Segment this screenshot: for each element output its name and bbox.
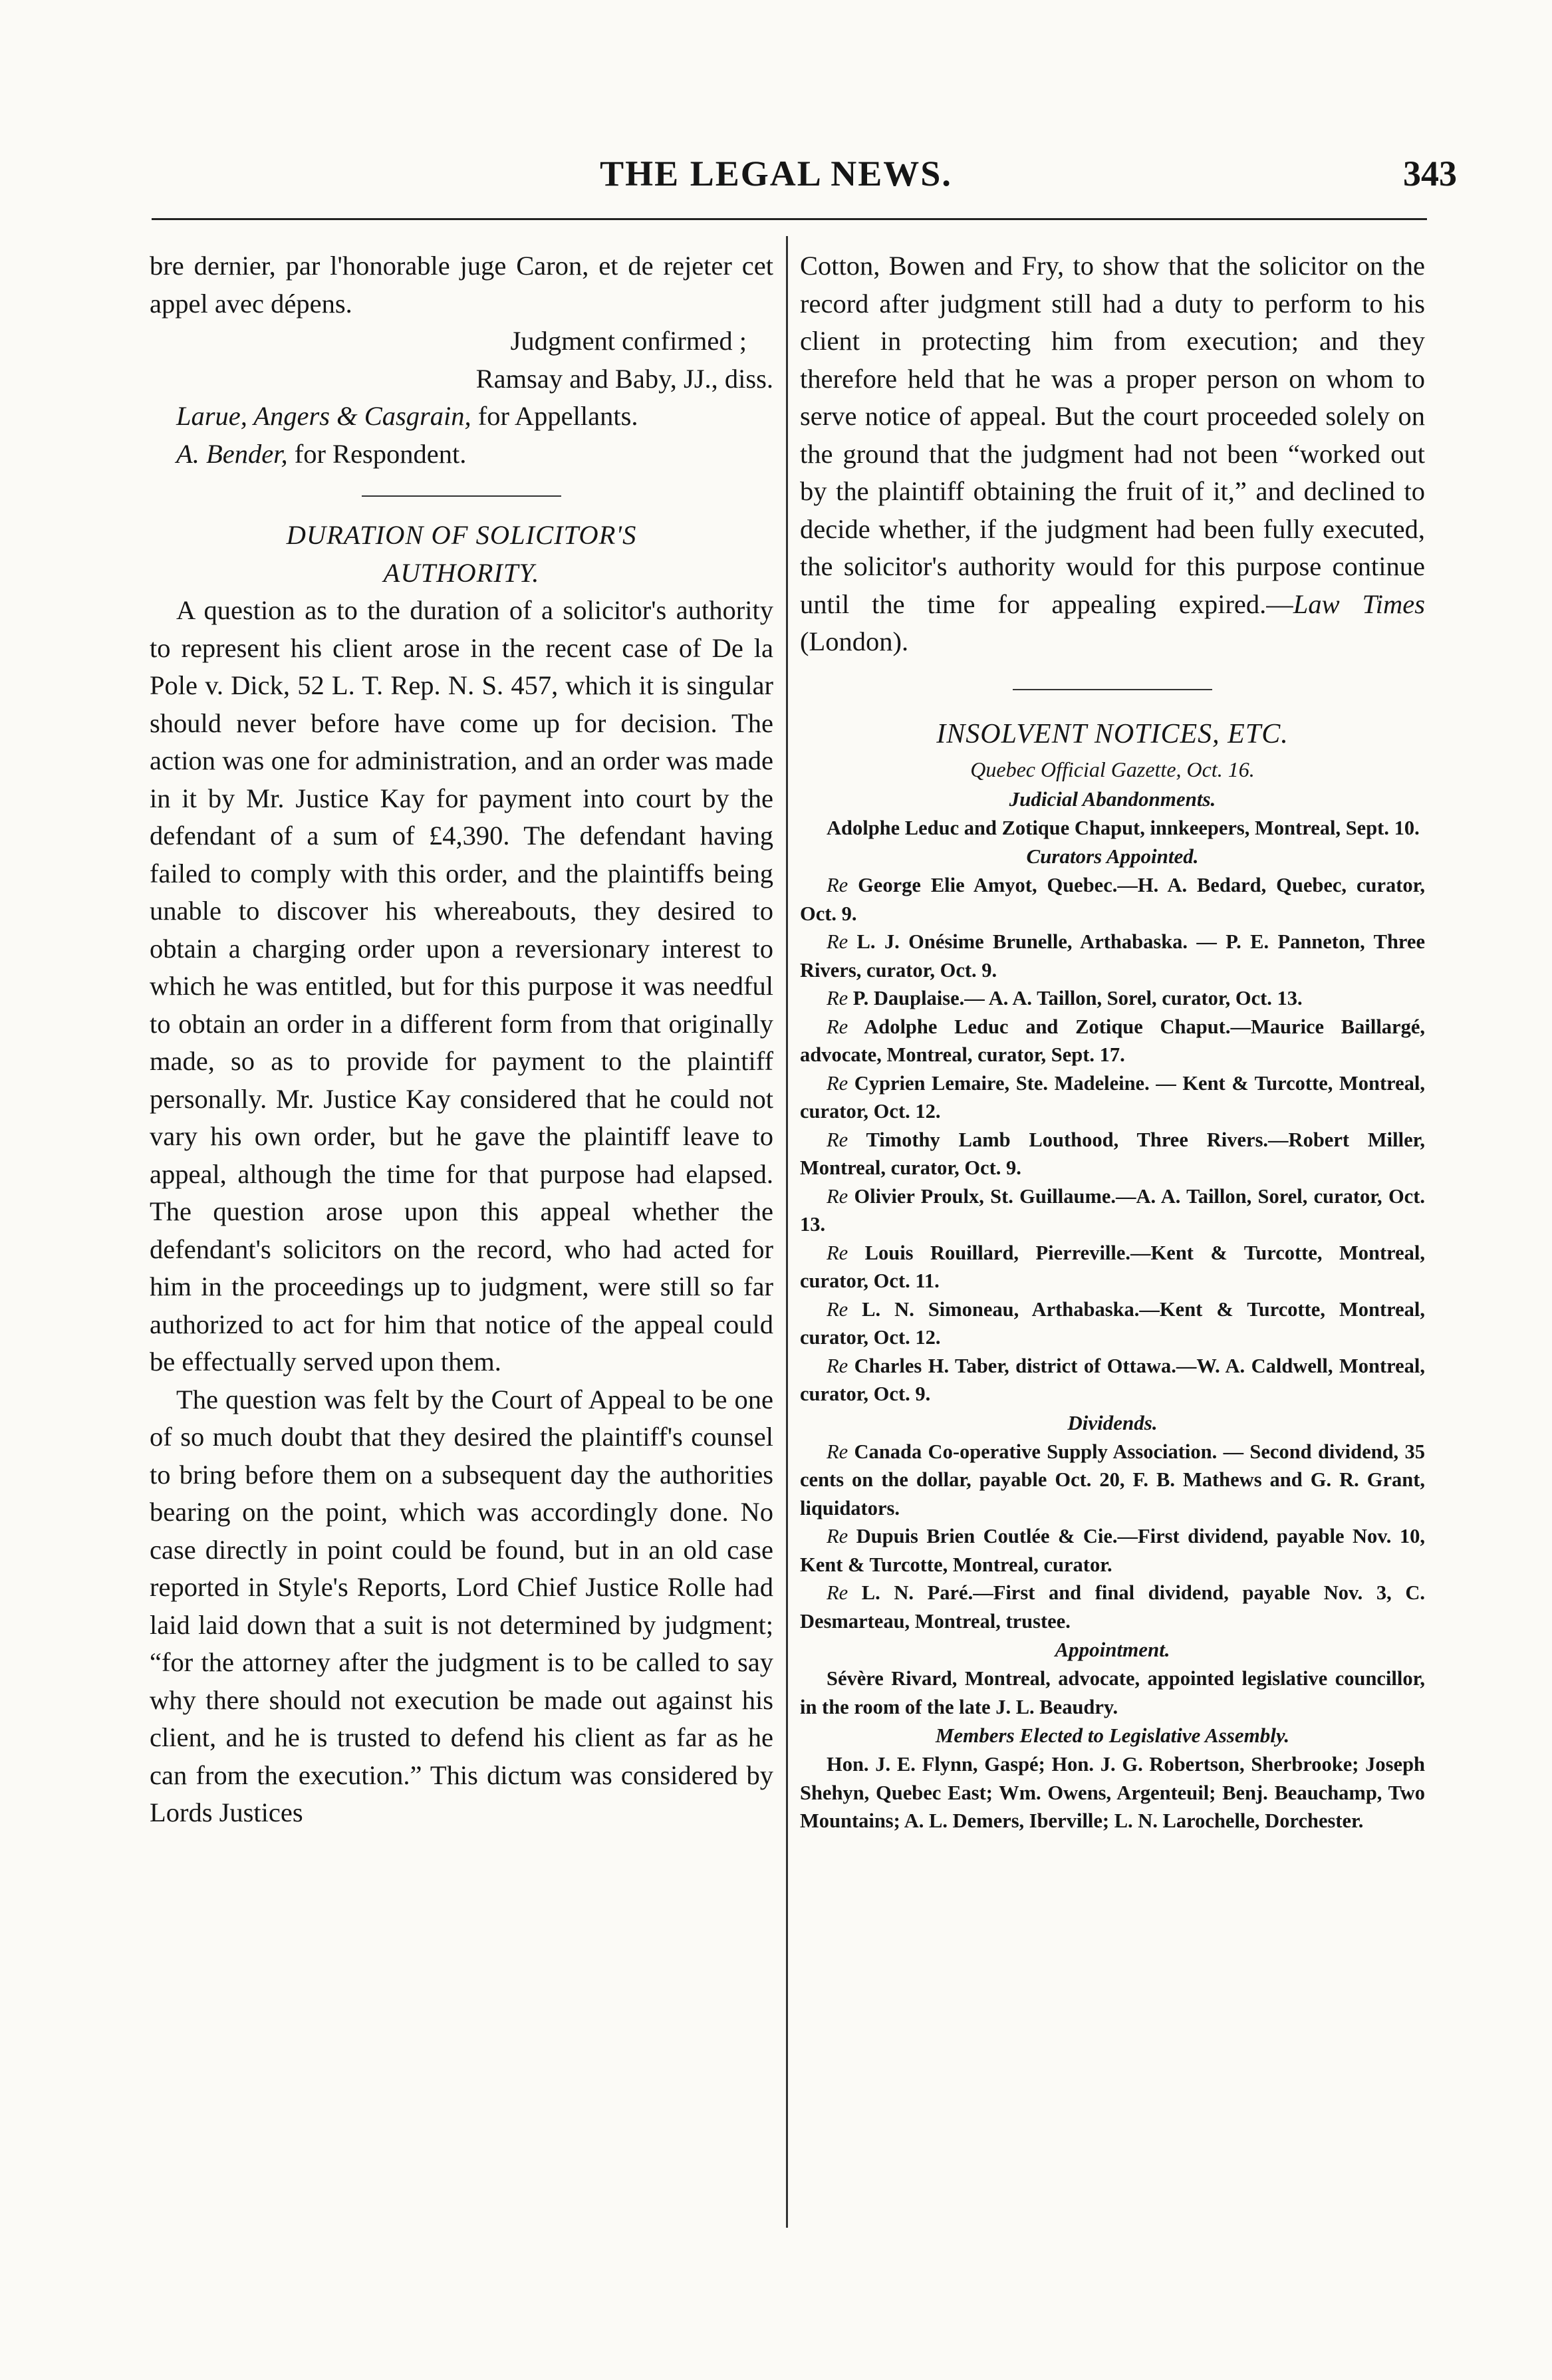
counsel-respondent [150, 436, 773, 473]
entry-text: L. N. Simoneau, Arthabaska.—Kent & Turcotte, Montreal, curator, Oct. 12. [800, 1297, 1425, 1349]
article-paragraph-1: A question as to the duration of a solicitor's authority to represent his client arose in the recent case of De la Pole v. Dick, 52 L. T. Rep. N. S. 457, which it is singular should never before have come up for decision. The action was one for administration, and an order was made in it by Mr. Justice Kay for payment into court by the defendant of a sum of £4,390. The defendant having failed to comply with this order, and the plaintiffs being unable to discover his whereabouts, they desired to obtain a charging order upon a reversionary interest to which he was entitled, but for this purpose it was needful to obtain an order in a different form from that originally made, so as to provide for payment to the plaintiff personally. Mr. Justice Kay considered that he could not vary his own order, but he gave the plaintiff leave to appeal, although the time for that purpose had elapsed. The question arose upon this appeal whether the defendant's solicitors on the record, who had acted for him in the proceedings up to judgment, were still so far authorized to act for him that notice of the appeal could be effectually served upon them. [150, 595, 773, 1377]
re-label: Re [827, 930, 848, 953]
members-entry: Hon. J. E. Flynn, Gaspé; Hon. J. G. Robertson, Sherbrooke; Joseph Shehyn, Quebec East; Wm. Owens, Argenteuil; Benj. Beauchamp, Two Mountains; A. L. Demers, Iberville; L. N. Larochelle, Dorchester. [800, 1753, 1425, 1832]
list-item [800, 1126, 1425, 1182]
dividends-heading: Dividends. [1067, 1410, 1158, 1434]
list-item [800, 1579, 1425, 1635]
continuation-text: Cotton, Bowen and Fry, to show that the solicitor on the record after judgment still had a duty to perform to his client in protecting him from execution; and they therefore held that he was a proper person on whom to serve notice of appeal. But the court proceeded solely on the ground that the judgment had not been “worked out by the plaintiff obtaining the fruit of it,” and declined to decide whether, if the judgment had been fully executed, the solicitor's authority would for this purpose continue until the time for appealing expired.— [800, 251, 1425, 619]
list-item [800, 1013, 1425, 1069]
re-label: Re [827, 1015, 848, 1038]
gazette-line: Quebec Official Gazette, Oct. 16. [970, 757, 1255, 781]
entry-text: Dupuis Brien Coutlée & Cie.—First dividend, payable Nov. 10, Kent & Turcotte, Montreal, curator. [800, 1525, 1425, 1576]
source-tail: (London). [800, 626, 909, 656]
entry-text: Canada Co-operative Supply Association. — Second dividend, 35 cents on the dollar, payable Oct. 20, F. B. Mathews and G. R. Grant, liquidators. [800, 1440, 1425, 1520]
insolvent-title: INSOLVENT NOTICES, ETC. [936, 718, 1289, 749]
counsel-appellants-name: Larue, Angers & Casgrain, [176, 401, 471, 431]
re-label: Re [827, 874, 848, 896]
column-divider [786, 236, 788, 2228]
entry-text: George Elie Amyot, Quebec.—H. A. Bedard, Quebec, curator, Oct. 9. [800, 874, 1425, 925]
curators-list [800, 871, 1425, 1408]
dissent-line [150, 360, 773, 398]
running-title: THE LEGAL NEWS. [600, 154, 952, 194]
re-label: Re [827, 1354, 848, 1377]
appointment-heading: Appointment. [1055, 1638, 1170, 1661]
re-label: Re [827, 1071, 848, 1095]
left-column [150, 247, 773, 1832]
entry-text: L. J. Onésime Brunelle, Arthabaska. — P. E. Panneton, Three Rivers, curator, Oct. 9. [800, 930, 1425, 982]
list-item [800, 1239, 1425, 1295]
header-rule [152, 218, 1427, 220]
appointment-entry: Sévère Rivard, Montreal, advocate, appointed legislative councillor, in the room of the late J. L. Beaudry. [800, 1667, 1425, 1718]
entry-text: L. N. Paré.—First and final dividend, payable Nov. 3, C. Desmarteau, Montreal, trustee. [800, 1581, 1425, 1633]
judicial-heading: Judicial Abandonments. [1009, 787, 1216, 811]
members-heading: Members Elected to Legislative Assembly. [935, 1724, 1290, 1747]
re-label: Re [827, 1184, 848, 1208]
re-label: Re [827, 1297, 848, 1321]
re-label: Re [827, 1581, 848, 1604]
abandonment-entry: Adolphe Leduc and Zotique Chaput, innkeepers, Montreal, Sept. 10. [827, 816, 1420, 839]
list-item [800, 1182, 1425, 1239]
entry-text: Cyprien Lemaire, Ste. Madeleine. — Kent & Turcotte, Montreal, curator, Oct. 12. [800, 1071, 1425, 1123]
counsel-appellants-role: for Appellants. [471, 401, 638, 431]
article-paragraph-2: The question was felt by the Court of Appeal to be one of so much doubt that they desired the plaintiff's counsel to bring before them on a subsequent day the authorities bearing on the point, which was accordingly done. No case directly in point could be found, but in an old case reported in Style's Reports, Lord Chief Justice Rolle had laid laid down that a suit is not determined by judgment; “for the attorney after the judgment is to be called to say why there should not execution be made out against his client, and he is trusted to defend his client as far as he can from the execution.” This dictum was considered by Lords Justices [150, 1384, 773, 1827]
list-item [800, 1352, 1425, 1408]
entry-text: Charles H. Taber, district of Ottawa.—W. A. Caldwell, Montreal, curator, Oct. 9. [800, 1354, 1425, 1405]
opening-paragraph: bre dernier, par l'honorable juge Caron, et de rejeter cet appel avec dépens. [150, 251, 773, 319]
list-item [800, 984, 1425, 1013]
right-column [800, 247, 1425, 1835]
counsel-appellants [150, 398, 773, 436]
list-item [800, 928, 1425, 984]
list-item [800, 1069, 1425, 1126]
page-number: 343 [1403, 154, 1457, 194]
section-title-line1: DURATION OF SOLICITOR'S [286, 520, 637, 550]
counsel-respondent-name: A. Bender, [176, 438, 288, 469]
notices-rule [1013, 689, 1212, 690]
page-header [0, 153, 1552, 206]
counsel-respondent-role: for Respondent. [287, 438, 467, 469]
list-item [800, 871, 1425, 928]
list-item [800, 1295, 1425, 1352]
entry-text: Timothy Lamb Louthood, Three Rivers.—Robert Miller, Montreal, curator, Oct. 9. [800, 1128, 1425, 1179]
list-item [800, 1438, 1425, 1523]
entry-text: Louis Rouillard, Pierreville.—Kent & Turcotte, Montreal, curator, Oct. 11. [800, 1241, 1425, 1292]
judgment-line: Judgment confirmed ; [510, 326, 747, 356]
entry-text: Olivier Proulx, St. Guillaume.—A. A. Taillon, Sorel, curator, Oct. 13. [800, 1184, 1425, 1236]
dividends-list [800, 1438, 1425, 1636]
curators-heading: Curators Appointed. [1026, 845, 1199, 868]
section-title-line2: AUTHORITY. [383, 557, 540, 588]
re-label: Re [827, 1128, 848, 1151]
dissent-text: Ramsay and Baby, JJ., diss. [475, 363, 773, 394]
section-rule [362, 495, 561, 497]
re-label: Re [827, 1241, 848, 1264]
re-label: Re [827, 1525, 848, 1547]
list-item [800, 1522, 1425, 1579]
re-label: Re [827, 1440, 848, 1463]
entry-text: P. Dauplaise.— A. A. Taillon, Sorel, curator, Oct. 13. [848, 987, 1303, 1009]
entry-text: Adolphe Leduc and Zotique Chaput.—Maurice Baillargé, advocate, Montreal, curator, Sept. 17. [800, 1015, 1425, 1066]
source-name: Law Times [1293, 589, 1425, 619]
re-label: Re [827, 987, 848, 1009]
article-continuation [800, 247, 1425, 661]
